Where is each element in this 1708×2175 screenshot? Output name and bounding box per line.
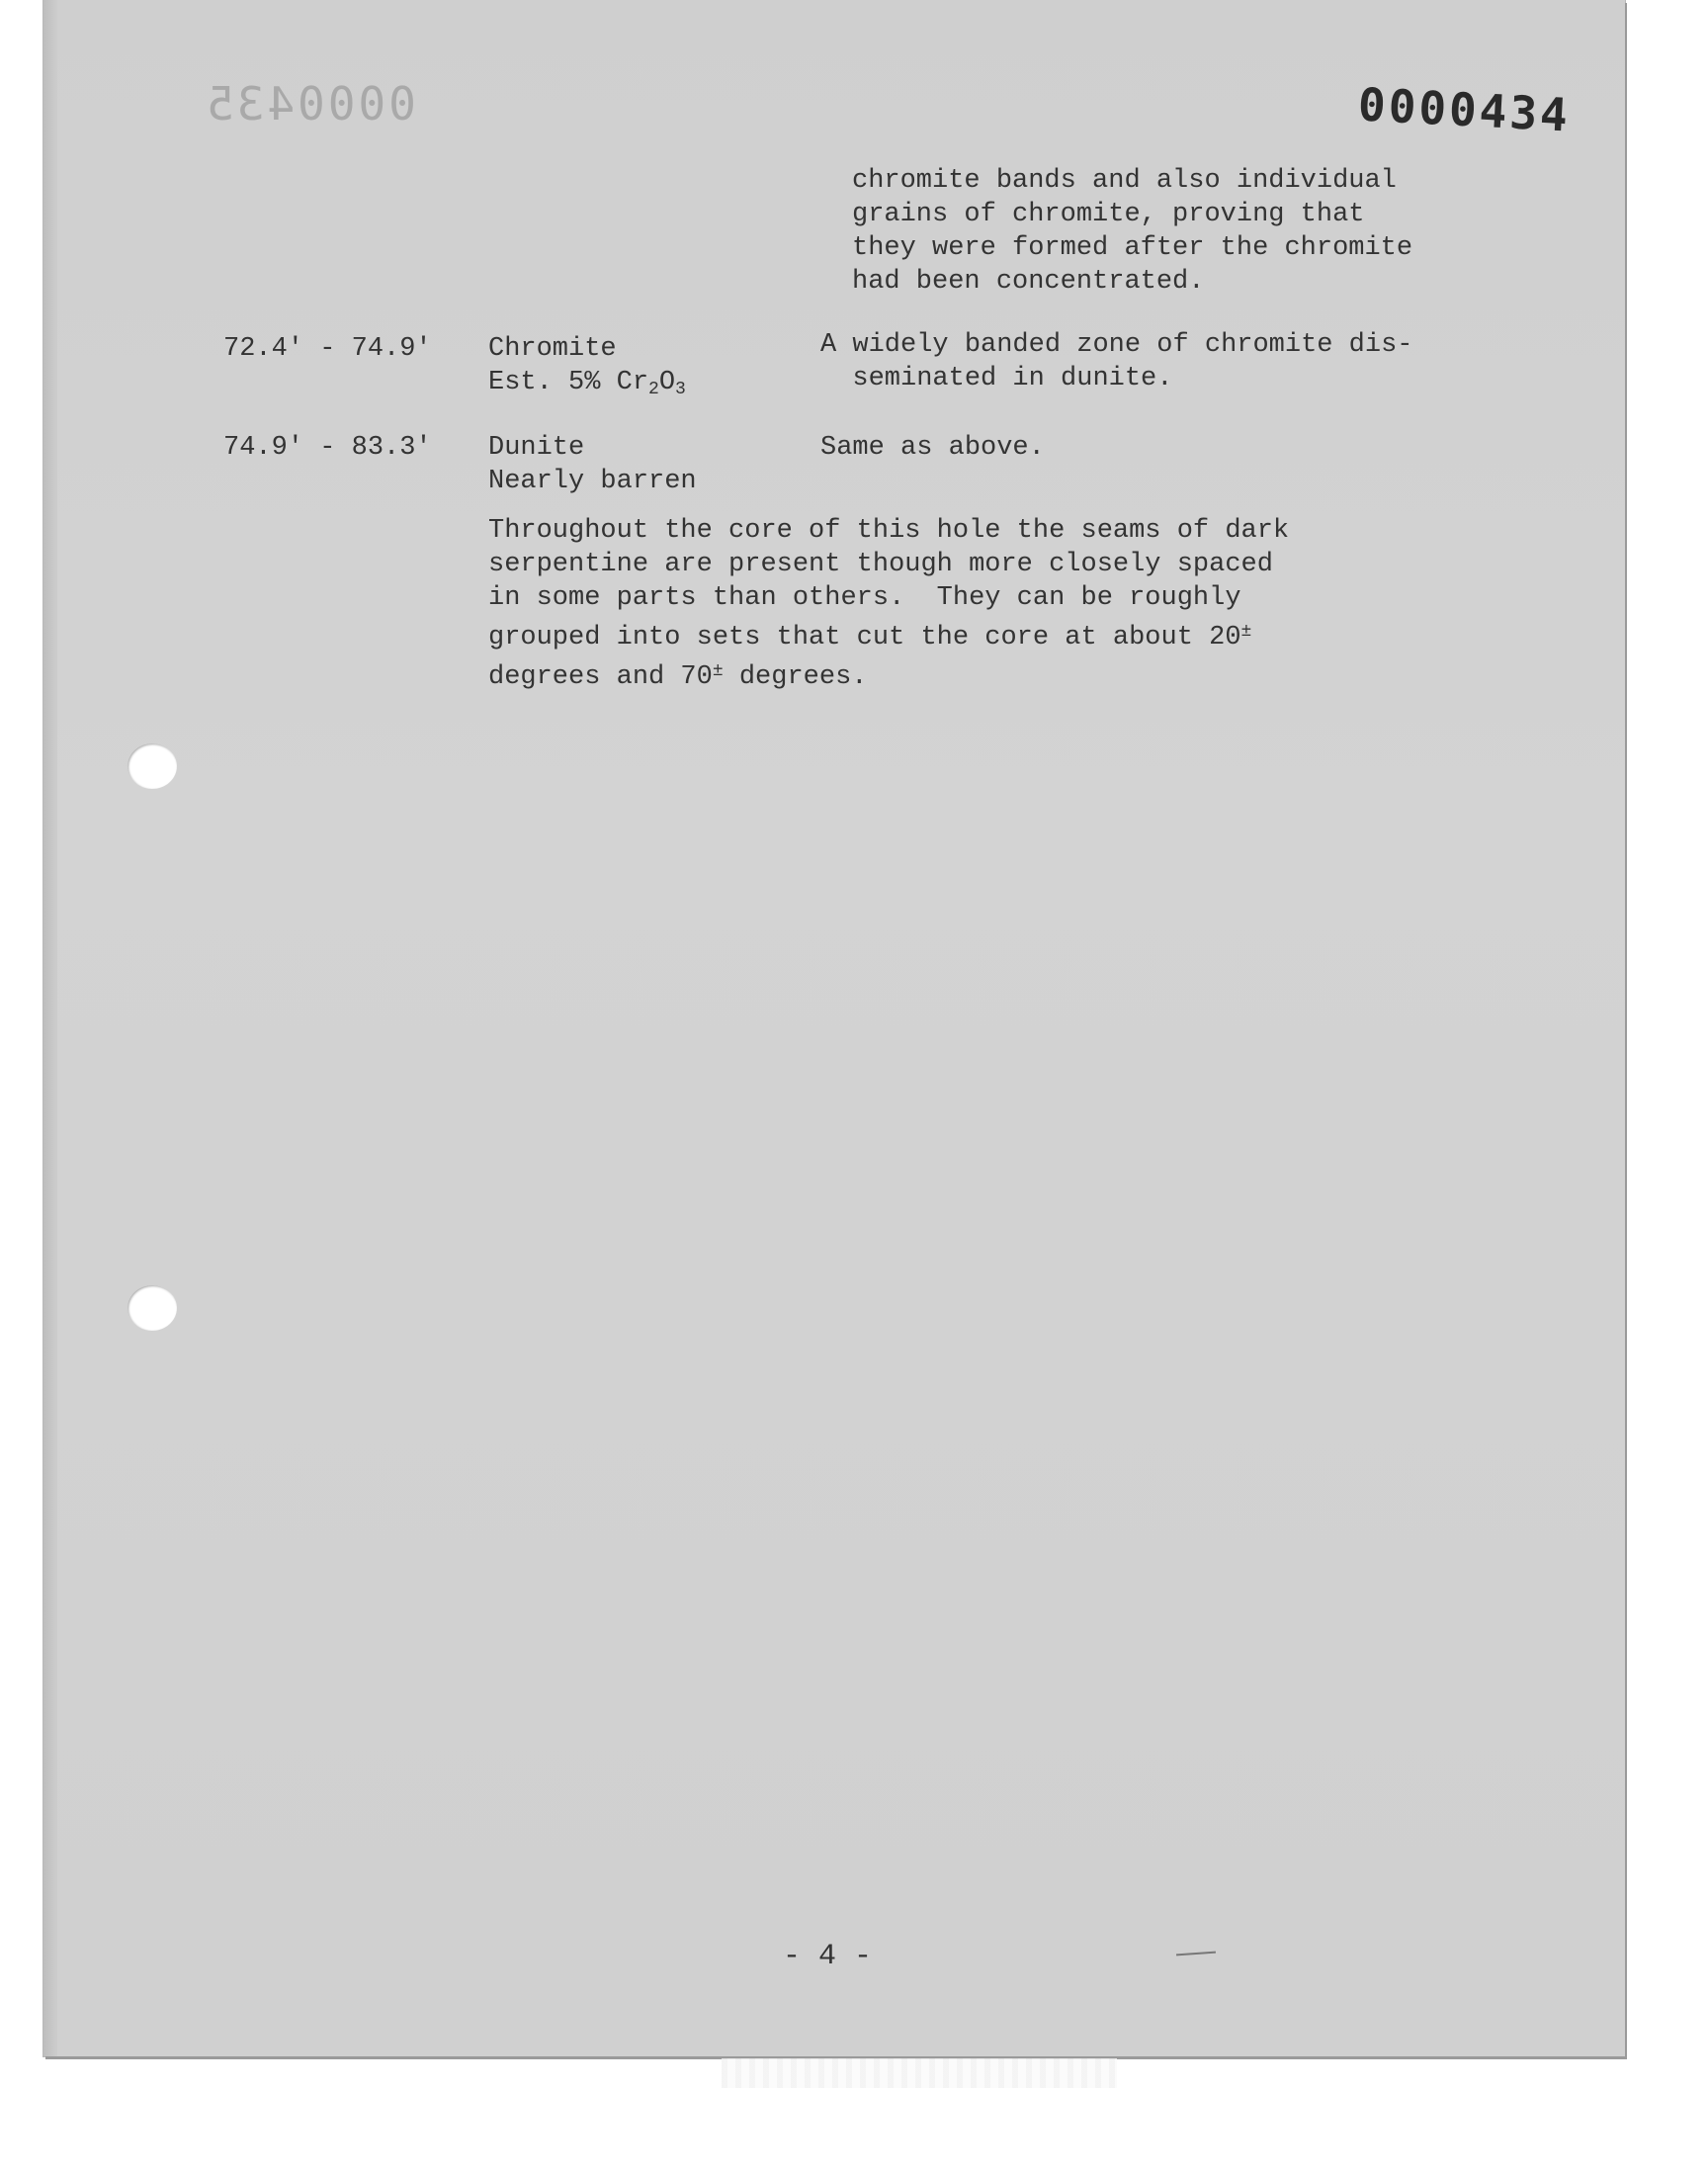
grade-text-oxygen: O xyxy=(658,368,676,397)
summary-text: degrees. xyxy=(723,662,868,692)
rock-name: Chromite xyxy=(488,334,617,364)
log-depth-interval: 74.9' - 83.3' xyxy=(223,433,432,463)
continued-line: they were formed after the chromite xyxy=(852,233,1413,263)
plus-minus-sign: ± xyxy=(1240,622,1252,642)
summary-line xyxy=(488,623,1251,652)
summary-line: serpentine are present though more closely spaced xyxy=(488,550,1273,579)
continued-description xyxy=(852,164,1412,299)
rock-name: Dunite xyxy=(488,433,585,463)
log-depth-interval: 72.4' - 74.9' xyxy=(223,334,432,364)
summary-text: grouped into sets that cut the core at about 20 xyxy=(488,623,1241,652)
punch-hole-top xyxy=(128,743,177,789)
log-rock-type xyxy=(488,431,697,498)
summary-text: degrees and 70 xyxy=(488,662,713,692)
description-line: Same as above. xyxy=(820,433,1045,463)
scan-artifact xyxy=(722,2058,1117,2088)
rock-grade: Nearly barren xyxy=(488,467,697,496)
continued-line: chromite bands and also individual xyxy=(852,166,1397,196)
continued-line: grains of chromite, proving that xyxy=(852,200,1365,229)
summary-line xyxy=(488,662,867,692)
punch-hole-bottom xyxy=(128,1285,177,1331)
subscript: 3 xyxy=(675,380,686,399)
document-number-stamp: 0000434 xyxy=(1356,77,1573,142)
description-line: seminated in dunite. xyxy=(820,364,1173,393)
log-description xyxy=(820,328,1413,395)
continued-line: had been concentrated. xyxy=(852,267,1205,297)
log-rock-type xyxy=(488,332,686,406)
bleed-through-document-number: 0000435 xyxy=(204,77,416,130)
document-page xyxy=(43,0,1625,2056)
subscript: 2 xyxy=(648,380,659,399)
grade-text: Est. 5% Cr xyxy=(488,368,649,397)
summary-paragraph xyxy=(488,514,1289,694)
summary-line: in some parts than others. They can be roughly xyxy=(488,583,1241,613)
log-description xyxy=(820,431,1045,465)
summary-line: Throughout the core of this hole the seams of dark xyxy=(488,516,1290,546)
page-number: - 4 - xyxy=(783,1940,873,1973)
plus-minus-sign: ± xyxy=(712,661,724,681)
page-edge xyxy=(43,0,57,2056)
description-line: A widely banded zone of chromite dis- xyxy=(820,330,1413,360)
rock-grade xyxy=(488,368,686,397)
